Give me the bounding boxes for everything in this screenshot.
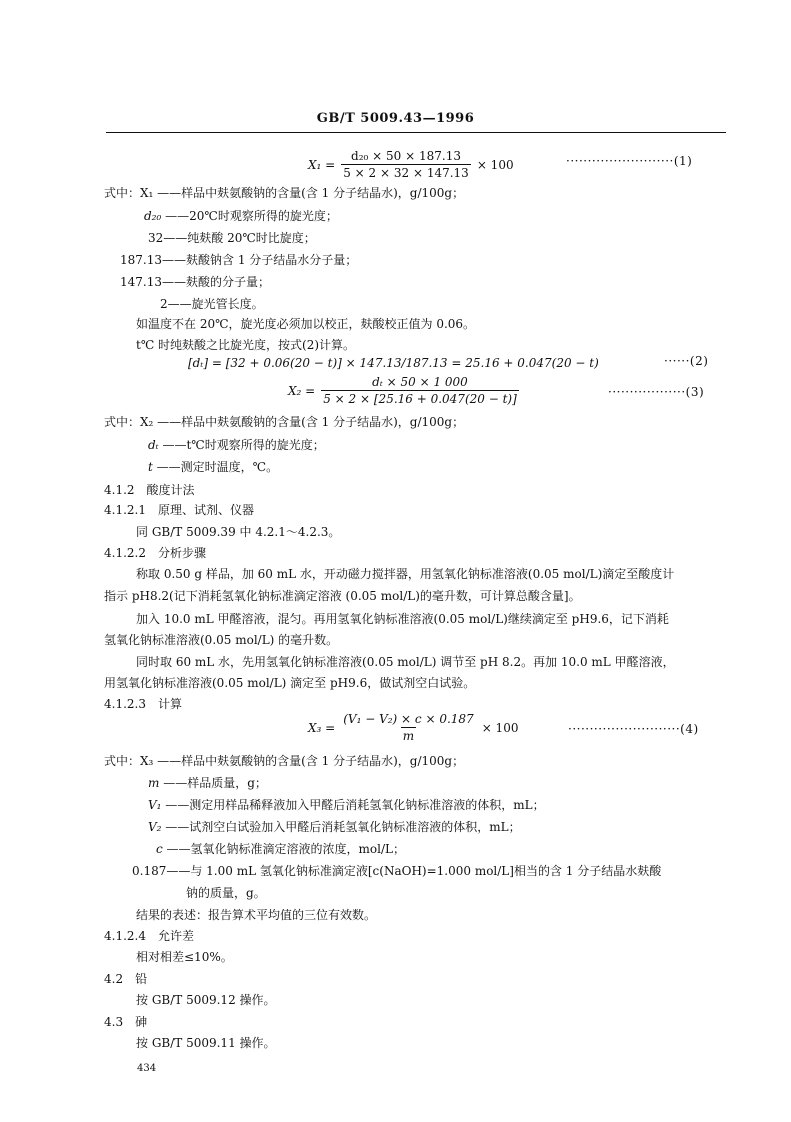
paragraph-tolerance: 相对相差≤10%。 — [136, 950, 233, 964]
var-symbol: 32—— — [148, 231, 188, 245]
eq2-number: ······(2) — [664, 354, 709, 368]
paragraph-t-rotation: t℃ 时纯麸酸之比旋光度，按式(2)计算。 — [136, 338, 356, 352]
var-desc: 样品质量，g； — [187, 776, 267, 790]
var-desc: 麸酸的分子量； — [186, 275, 271, 289]
paragraph-procedure-3b: 用氢氧化钠标准溶液(0.05 mol/L) 滴定至 pH9.6，做试剂空白试验。 — [104, 676, 476, 690]
paragraph-procedure-2a: 加入 10.0 mL 甲醛溶液，混匀。再用氢氧化钠标准溶液(0.05 mol/L)继续滴定至 pH9.6，记下消耗 — [136, 612, 669, 626]
eq3-lhs: X₂ = — [288, 383, 316, 398]
section-4-3: 4.3 砷 — [104, 1015, 148, 1029]
var-desc: 样品中麸氨酸钠的含量(含 1 分子结晶水)，g/100g； — [181, 415, 465, 429]
eq3-numerator: dₜ × 50 × 1 000 — [372, 375, 468, 389]
equation-1 — [308, 148, 514, 181]
eq1-lhs: X₁ = — [308, 157, 336, 172]
eq3-number: ··················(3) — [608, 385, 705, 399]
var-t — [148, 458, 278, 476]
paragraph-4-3: 按 GB/T 5009.11 操作。 — [136, 1036, 276, 1050]
var-desc: 与 1.00 mL 氢氧化钠标准滴定液[c(NaOH)=1.000 mol/L]相当的含 1 分子结晶水麸酸 — [190, 864, 662, 878]
var-0187 — [132, 862, 661, 880]
var-symbol: 147.13—— — [120, 275, 186, 289]
var-desc: 氢氧化钠标准滴定溶液的浓度，mol/L； — [190, 842, 406, 856]
var-desc: 纯麸酸 20℃时比旋度； — [187, 231, 316, 245]
var-desc: 试剂空白试验加入甲醛后消耗氢氧化钠标准溶液的体积，mL； — [189, 820, 521, 834]
var-symbol: c —— — [156, 842, 191, 856]
var-symbol: V₁ —— — [148, 798, 190, 812]
eq1-numerator: d₂₀ × 50 × 187.13 — [351, 149, 461, 163]
section-4-1-2-4: 4.1.2.4 允许差 — [104, 929, 194, 943]
eq4-lhs: X₃ = — [308, 720, 336, 735]
page-number: 434 — [137, 1063, 157, 1074]
var-symbol: 187.13—— — [120, 253, 186, 267]
header-rule — [106, 132, 726, 133]
var-symbol: V₂ —— — [148, 820, 190, 834]
eq4-rhs: × 100 — [481, 720, 519, 735]
var-187 — [120, 251, 357, 269]
var-symbol: 0.187—— — [132, 864, 191, 878]
paragraph-temperature: 如温度不在 20℃，旋光度必须加以校正，麸酸校正值为 0.06。 — [136, 317, 476, 331]
paragraph-4-2: 按 GB/T 5009.12 操作。 — [136, 993, 276, 1007]
var-desc: 麸酸钠含 1 分子结晶水分子量； — [186, 253, 358, 267]
var-symbol: dₜ —— — [148, 438, 187, 452]
paragraph-result-expression: 结果的表述：报告算术平均值的三位有效数。 — [136, 908, 377, 922]
var-symbol: d₂₀ —— — [144, 209, 190, 223]
var-desc: 测定用样品稀释液加入甲醛后消耗氢氧化钠标准溶液的体积，mL； — [189, 798, 545, 812]
var-desc: t℃时观察所得的旋光度； — [186, 438, 325, 452]
var-d20 — [144, 207, 338, 225]
var-x2 — [104, 413, 464, 431]
var-desc: 样品中麸氨酸钠的含量(含 1 分子结晶水)，g/100g； — [181, 186, 465, 200]
paragraph-procedure-1b: 指示 pH8.2(记下消耗氢氧化钠标准滴定溶液 (0.05 mol/L)的毫升数，可计算总酸含量]。 — [104, 589, 581, 603]
section-4-1-2: 4.1.2 酸度计法 — [104, 483, 195, 497]
eq1-fraction — [341, 148, 471, 181]
var-m — [148, 774, 267, 792]
var-desc: 20℃时观察所得的旋光度； — [189, 209, 338, 223]
var-v1 — [148, 796, 545, 814]
var-desc: 旋光管长度。 — [191, 297, 264, 311]
eq1-number: ·························(1) — [566, 154, 693, 168]
paragraph-procedure-2b: 氢氧化钠标准溶液(0.05 mol/L) 的毫升数。 — [104, 633, 339, 647]
var-symbol: t —— — [148, 460, 181, 474]
var-x1 — [104, 184, 464, 202]
equation-2: [dₜ] = [32 + 0.06(20 − t)] × 147.13/187.13 = 25.16 + 0.047(20 − t) — [188, 356, 599, 370]
equation-3 — [288, 374, 519, 407]
var-c — [156, 840, 405, 858]
eq4-fraction — [341, 711, 475, 744]
var-symbol: m —— — [148, 776, 188, 790]
section-4-1-2-2: 4.1.2.2 分析步骤 — [104, 546, 206, 560]
var-x3 — [104, 752, 464, 770]
var-desc: 样品中麸氨酸钠的含量(含 1 分子结晶水)，g/100g； — [181, 754, 465, 768]
section-4-2: 4.2 铅 — [104, 972, 148, 986]
var-symbol: 式中：X₂ —— — [104, 415, 182, 429]
var-32 — [148, 229, 316, 247]
eq3-denominator: 5 × 2 × [25.16 + 0.047(20 − t)] — [323, 392, 517, 406]
var-symbol: 2—— — [160, 297, 192, 311]
paragraph-procedure-3a: 同时取 60 mL 水，先用氢氧化钠标准溶液(0.05 mol/L) 调节至 pH 8.2。再加 10.0 mL 甲醛溶液， — [136, 655, 675, 669]
var-dt — [148, 436, 325, 454]
var-0187-continued: 钠的质量，g。 — [186, 886, 266, 900]
eq4-number: ··························(4) — [568, 722, 699, 736]
var-147 — [120, 273, 270, 291]
var-v2 — [148, 818, 521, 836]
var-2 — [160, 295, 264, 313]
eq1-denominator: 5 × 2 × 32 × 147.13 — [343, 166, 469, 180]
eq1-rhs: × 100 — [476, 157, 514, 172]
var-symbol: 式中：X₁ —— — [104, 186, 182, 200]
eq3-fraction — [321, 374, 519, 407]
standard-code-header: GB/T 5009.43—1996 — [316, 111, 475, 126]
eq4-denominator: m — [402, 729, 415, 743]
section-4-1-2-3: 4.1.2.3 计算 — [104, 697, 182, 711]
eq4-numerator: (V₁ − V₂) × c × 0.187 — [343, 712, 474, 726]
equation-4 — [308, 711, 518, 744]
paragraph-4-1-2-1: 同 GB/T 5009.39 中 4.2.1～4.2.3。 — [136, 525, 341, 539]
section-4-1-2-1: 4.1.2.1 原理、试剂、仪器 — [104, 503, 254, 517]
var-desc: 测定时温度，℃。 — [180, 460, 279, 474]
var-symbol: 式中：X₃ —— — [104, 754, 182, 768]
paragraph-procedure-1a: 称取 0.50 g 样品，加 60 mL 水，开动磁力搅拌器，用氢氧化钠标准溶液(0.05 mol/L)滴定至酸度计 — [136, 567, 675, 581]
